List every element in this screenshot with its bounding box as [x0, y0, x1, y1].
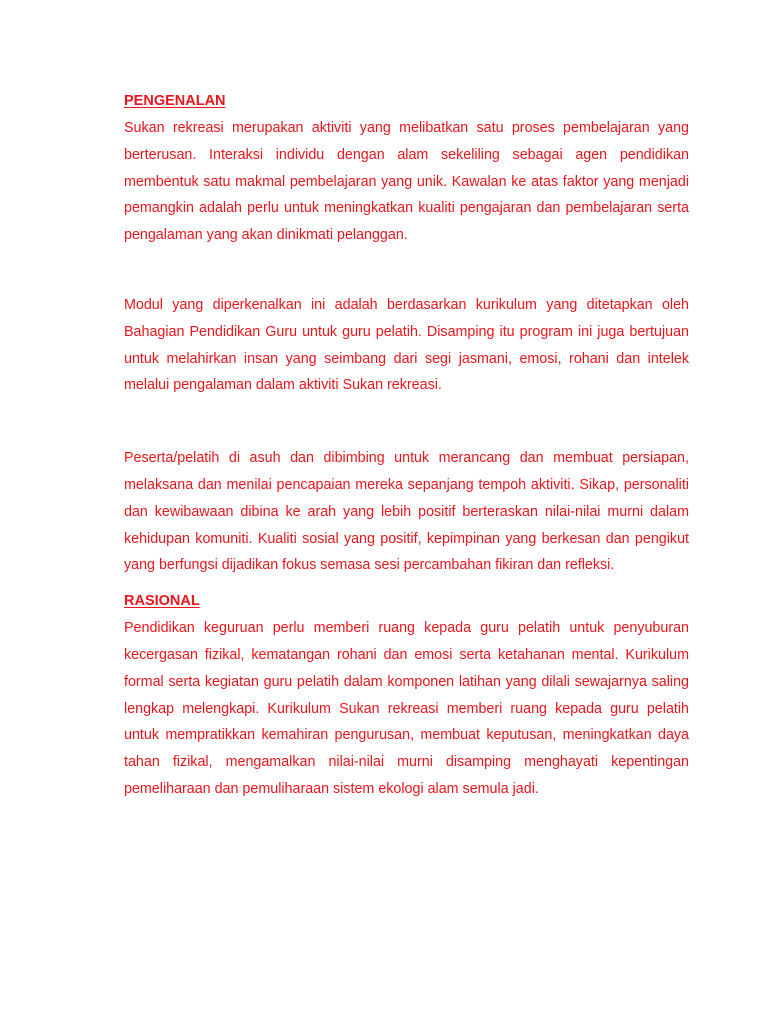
- section-heading-rasional: RASIONAL: [124, 593, 200, 610]
- section-heading-pengenalan: PENGENALAN: [124, 93, 226, 109]
- paragraph-pengenalan-3: Peserta/pelatih di asuh dan dibimbing untuk merancang dan membuat persiapan, melaksana dan menilai pencapaian mereka sepanjang tempoh aktiviti. Sikap, personaliti dan kewibawaan dibina ke arah yang lebih positif berteraskan nilai-nilai murni dalam kehidupan komuniti. Kualiti sosial yang positif, kepimpinan yang berkesan dan pengikut yang berfungsi dijadikan fokus semasa sesi percambahan fikiran dan refleksi.: [124, 450, 689, 574]
- section-pengenalan: [124, 91, 689, 579]
- paragraph-pengenalan-1: Sukan rekreasi merupakan aktiviti yang melibatkan satu proses pembelajaran yang berterusan. Interaksi individu dengan alam sekeliling sebagai agen pendidikan membentuk satu makmal pembelajaran yang unik. Kawalan ke atas faktor yang menjadi pemangkin adalah perlu untuk meningkatkan kualiti pengajaran dan pembelajaran serta pengalaman yang akan dinikmati pelanggan.: [124, 120, 689, 244]
- section-rasional: [124, 591, 689, 803]
- paragraph-pengenalan-2: Modul yang diperkenalkan ini adalah berdasarkan kurikulum yang ditetapkan oleh Bahagian Pendidikan Guru untuk guru pelatih. Disamping itu program ini juga bertujuan untuk melahirkan insan yang seimbang dari segi jasmani, emosi, rohani dan intelek melalui pengalaman dalam aktiviti Sukan rekreasi.: [124, 296, 689, 394]
- document-page: [124, 91, 689, 803]
- paragraph-rasional-1: Pendidikan keguruan perlu memberi ruang kepada guru pelatih untuk penyuburan kecergasan fizikal, kematangan rohani dan emosi serta ketahanan mental. Kurikulum formal serta kegiatan guru pelatih dalam komponen latihan yang dilali sewajarnya saling lengkap melengkapi. Kurikulum Sukan rekreasi memberi ruang kepada guru pelatih untuk mempratikkan kemahiran pengurusan, membuat keputusan, meningkatkan daya tahan fizikal, mengamalkan nilai-nilai murni disamping menghayati kepentingan pemeliharaan dan pemuliharaan sistem ekologi alam semula jadi.: [124, 620, 689, 797]
